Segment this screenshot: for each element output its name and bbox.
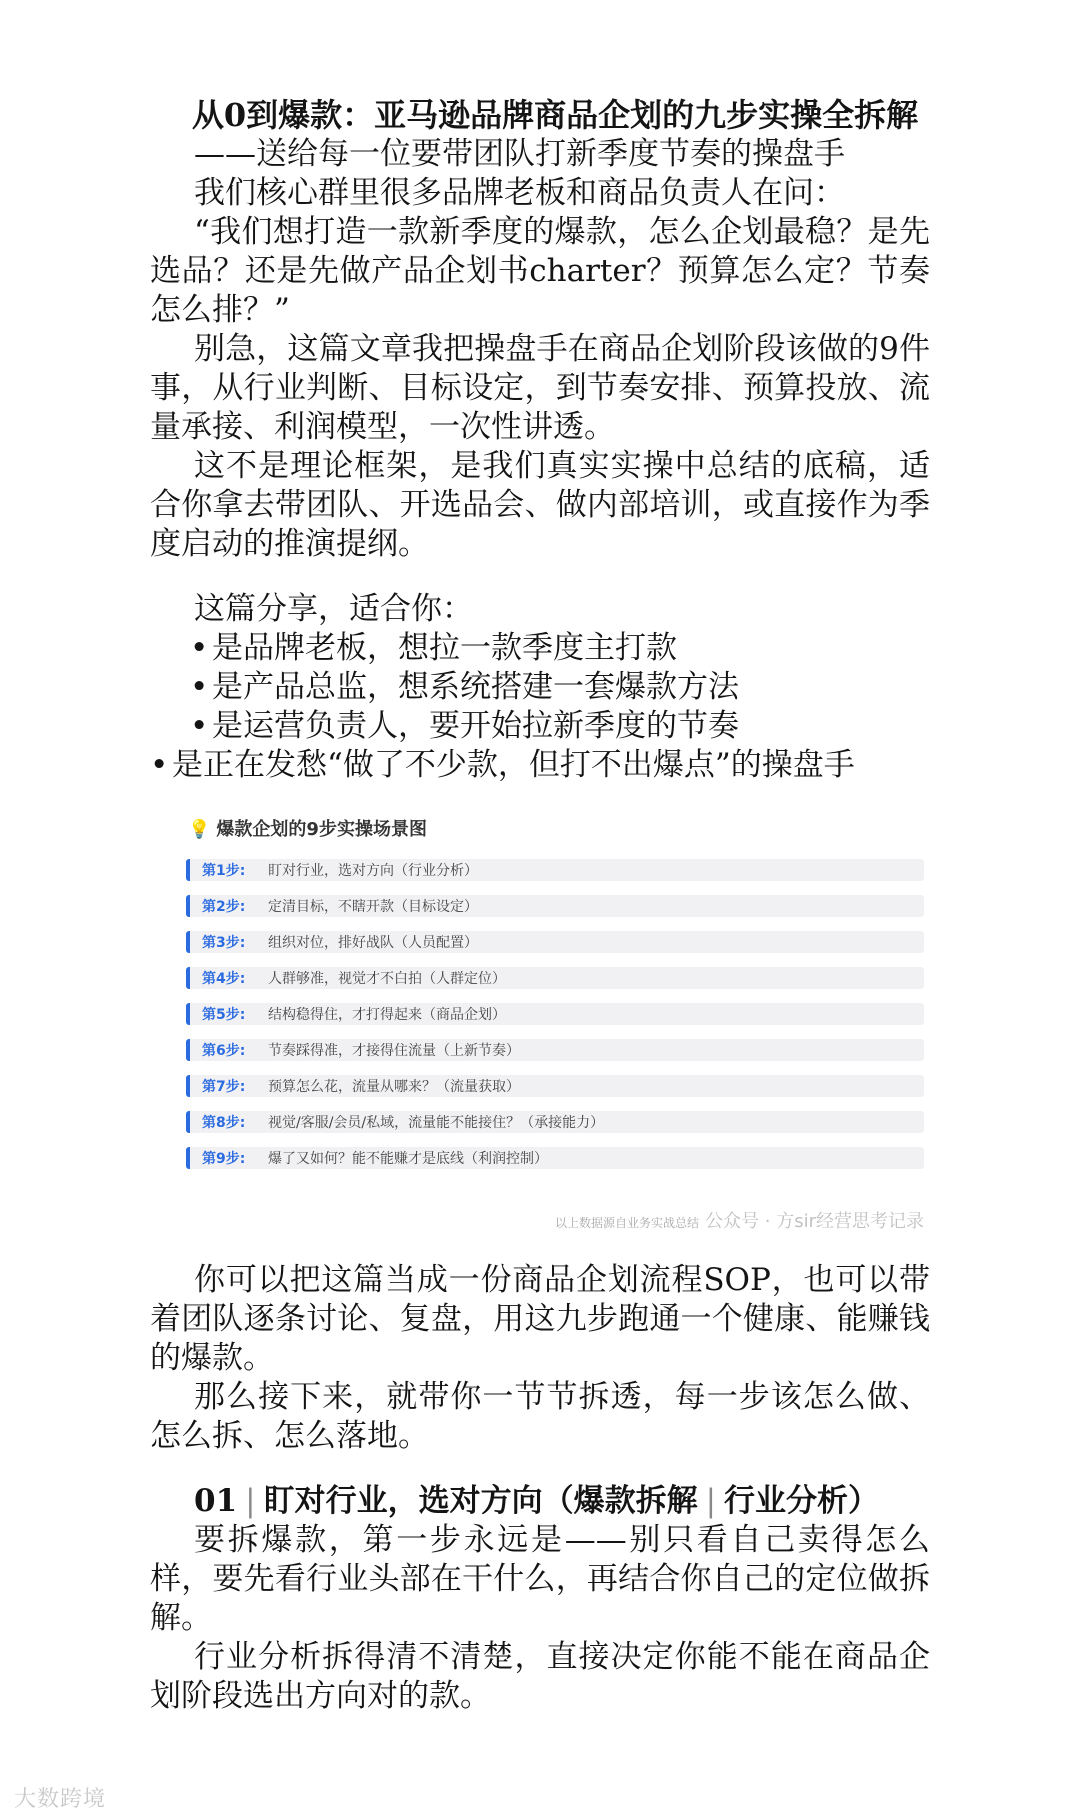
intro-paragraph: 别急，这篇文章我把操盘手在商品企划阶段该做的9件事，从行业判断、目标设定，到节奏安排、预算投放、流量承接、利润模型，一次性讲透。 <box>150 331 930 445</box>
lightbulb-icon: 💡 <box>188 819 211 840</box>
step-row: 第5步: 结构稳得住，才打得起来（商品企划） <box>186 1003 924 1025</box>
figure-watermark: 公众号 · 方sir经营思考记录 <box>705 1211 924 1232</box>
step-row: 第3步: 组织对位，排好战队（人员配置） <box>186 931 924 953</box>
article <box>150 95 930 1716</box>
step-row: 第6步: 节奏踩得准，才接得住流量（上新节奏） <box>186 1039 924 1061</box>
section-paragraph: 行业分析拆得清不清楚，直接决定你能不能在商品企划阶段选出方向对的款。 <box>150 1639 930 1714</box>
article-title: 从0到爆款：亚马逊品牌商品企划的九步实操全拆解 <box>191 96 919 134</box>
outro-paragraph: 你可以把这篇当成一份商品企划流程SOP，也可以带着团队逐条讨论、复盘，用这九步跑通一个健康、能赚钱的爆款。 <box>150 1262 930 1376</box>
list-item: • 是正在发愁“做了不少款，但打不出爆点”的操盘手 <box>150 747 855 783</box>
step-row: 第2步: 定清目标，不瞎开款（目标设定） <box>186 895 924 917</box>
step-row: 第9步: 爆了又如何？能不能赚才是底线（利润控制） <box>186 1147 924 1169</box>
list-item: • 是产品总监，想系统搭建一套爆款方法 <box>190 669 739 705</box>
intro-quote: “我们想打造一款新季度的爆款，怎么企划最稳？是先选品？还是先做产品企划书charter？预算怎么定？节奏怎么排？” <box>150 214 930 328</box>
figure-footnote: 以上数据源自业务实战总结 公众号 · 方sir经营思考记录 <box>555 1211 924 1232</box>
steps-figure <box>164 809 924 1239</box>
audience-heading: 这篇分享，适合你： <box>194 591 473 627</box>
intro-paragraph: 我们核心群里很多品牌老板和商品负责人在问： <box>194 175 845 211</box>
intro-paragraph: 这不是理论框架，是我们真实实操中总结的底稿，适合你拿去带团队、开选品会、做内部培训，或直接作为季度启动的推演提纲。 <box>150 448 930 562</box>
step-row: 第8步: 视觉/客服/会员/私域，流量能不能接住？（承接能力） <box>186 1111 924 1133</box>
list-item: • 是品牌老板，想拉一款季度主打款 <box>190 630 677 666</box>
audience-list <box>150 629 930 785</box>
outro-paragraph: 那么接下来，就带你一节节拆透，每一步该怎么做、怎么拆、怎么落地。 <box>150 1379 930 1454</box>
corner-watermark: 大数跨境 <box>14 1787 107 1812</box>
step-row: 第4步: 人群够准，视觉才不白拍（人群定位） <box>186 967 924 989</box>
section-heading: 01 | 盯对行业，选对方向（爆款拆解 | 行业分析） <box>194 1483 880 1519</box>
section-paragraph: 要拆爆款，第一步永远是——别只看自己卖得怎么样，要先看行业头部在干什么，再结合你自己的定位做拆解。 <box>150 1522 930 1636</box>
list-item: • 是运营负责人，要开始拉新季度的节奏 <box>190 708 739 744</box>
step-row: 第1步: 盯对行业，选对方向（行业分析） <box>186 859 924 881</box>
steps-list <box>186 859 924 1183</box>
step-row: 第7步: 预算怎么花，流量从哪来？（流量获取） <box>186 1075 924 1097</box>
article-subtitle: ——送给每一位要带团队打新季度节奏的操盘手 <box>194 136 845 172</box>
figure-heading: 💡 爆款企划的9步实操场景图 <box>188 819 427 840</box>
